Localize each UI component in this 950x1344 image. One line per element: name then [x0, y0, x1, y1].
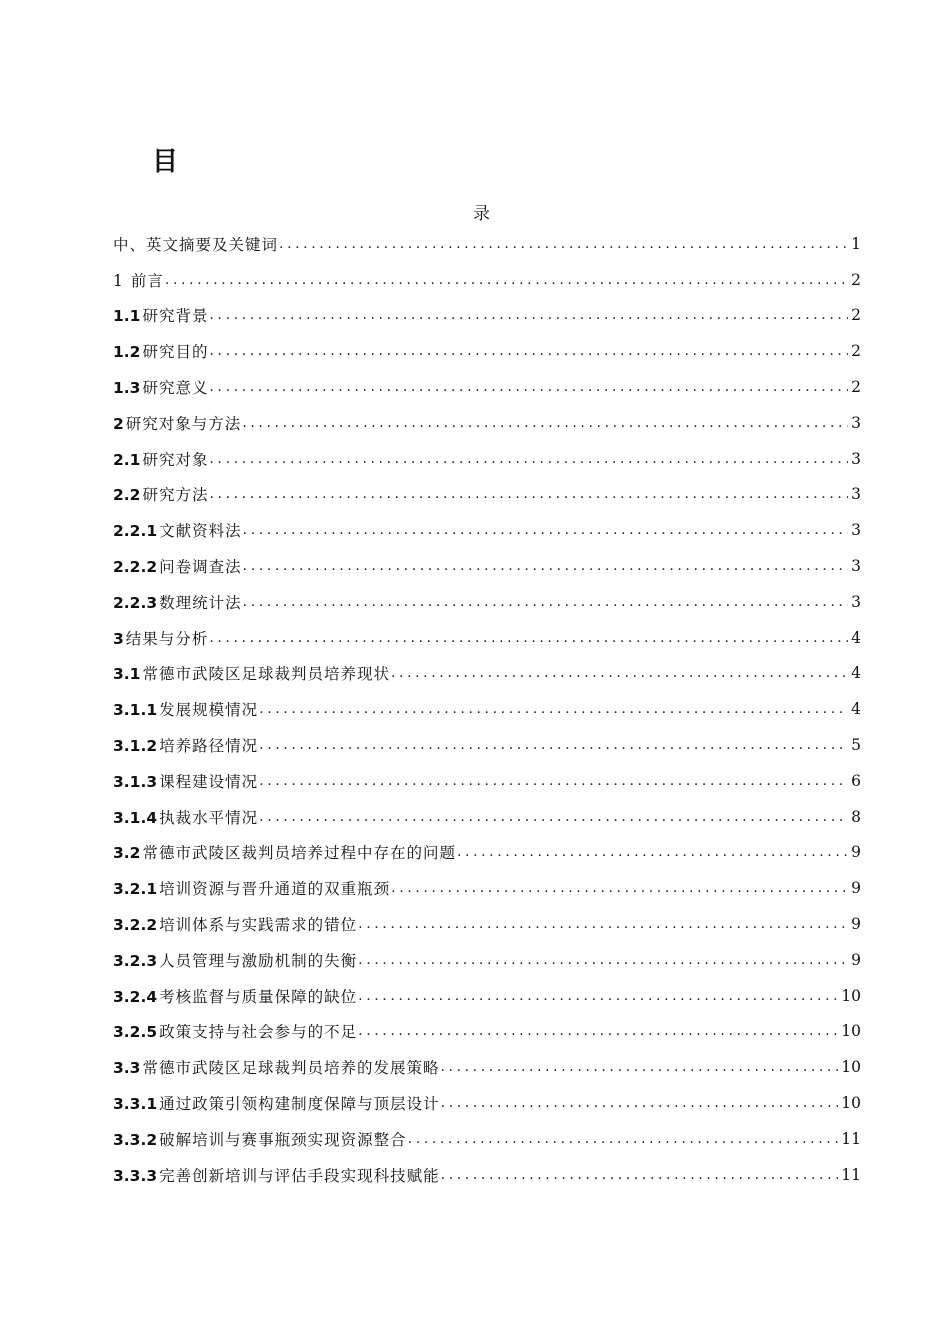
toc-dot-leader [391, 665, 848, 681]
toc-entry-heading [113, 1092, 440, 1114]
toc-section-title: 培训资源与晋升通道的双重瓶颈 [159, 880, 391, 899]
toc-section-number: 3.1.3 [113, 772, 158, 791]
toc-section-title: 常德市武陵区足球裁判员培养现状 [142, 665, 390, 684]
toc-entry[interactable] [113, 1014, 861, 1050]
toc-section-title: 考核监督与质量保障的缺位 [159, 987, 358, 1006]
toc-entry-heading [113, 949, 357, 971]
toc-dot-leader [358, 988, 838, 1004]
toc-entry[interactable] [113, 548, 861, 584]
toc-entry-heading [113, 698, 258, 720]
toc-section-number: 1 [113, 271, 123, 290]
toc-page-number: 9 [851, 879, 861, 898]
toc-entry-heading [113, 1020, 357, 1042]
toc-section-title: 研究对象与方法 [125, 414, 242, 433]
toc-dot-leader [441, 1167, 839, 1183]
toc-entry-heading [113, 734, 258, 756]
toc-dot-leader [243, 594, 848, 610]
toc-dot-leader [358, 952, 848, 968]
toc-page-number: 2 [851, 270, 861, 289]
toc-dot-leader [209, 630, 848, 646]
toc-section-title: 研究背景 [142, 307, 209, 326]
toc-dot-leader [259, 809, 848, 825]
toc-entry[interactable] [113, 906, 861, 942]
toc-section-number: 3.2 [113, 844, 141, 863]
toc-section-title: 通过政策引领构建制度保障与顶层设计 [159, 1095, 440, 1114]
toc-entry-heading [113, 662, 390, 684]
toc-entry[interactable] [113, 763, 861, 799]
toc-section-number: 2.2.2 [113, 558, 158, 577]
toc-entry[interactable] [113, 226, 861, 262]
toc-dot-leader [259, 701, 848, 717]
toc-section-number: 2.2.1 [113, 522, 158, 541]
toc-entry-heading [113, 519, 242, 541]
toc-entry-heading [113, 1056, 439, 1078]
toc-section-number: 3.3.1 [113, 1095, 158, 1114]
toc-dot-leader [441, 1095, 839, 1111]
toc-entry[interactable] [113, 369, 861, 405]
toc-dot-leader [165, 272, 848, 288]
toc-section-number: 3.3.3 [113, 1166, 158, 1185]
toc-entry[interactable] [113, 441, 861, 477]
toc-section-title: 常德市武陵区足球裁判员培养的发展策略 [142, 1059, 440, 1078]
toc-entry-heading [113, 770, 258, 792]
toc-page-number: 6 [851, 771, 861, 790]
toc-section-title: 前言 [130, 271, 164, 290]
toc-entry-heading [113, 269, 164, 291]
toc-section-number: 3.2.3 [113, 951, 158, 970]
toc-title-first-char: 目 [152, 147, 179, 177]
toc-entry-heading [113, 1164, 440, 1186]
toc-entry[interactable] [113, 620, 861, 656]
toc-entry-heading [113, 233, 278, 255]
toc-section-number: 3.2.4 [113, 987, 158, 1006]
toc-page-number: 9 [851, 950, 861, 969]
toc-entry-heading [113, 340, 208, 362]
toc-entry-heading [113, 806, 258, 828]
toc-section-number: 3.1.4 [113, 808, 158, 827]
toc-section-title: 研究目的 [142, 343, 209, 362]
toc-section-number: 2.2 [113, 486, 141, 505]
toc-section-title: 课程建设情况 [159, 772, 259, 791]
toc-entry-heading [113, 877, 390, 899]
toc-entry-heading [113, 412, 241, 434]
toc-dot-leader [457, 844, 848, 860]
toc-dot-leader [358, 916, 848, 932]
toc-entry[interactable] [113, 333, 861, 369]
toc-entry-heading [113, 448, 208, 470]
toc-dot-leader [209, 379, 848, 395]
toc-entry[interactable] [113, 1049, 861, 1085]
toc-page-number: 2 [851, 342, 861, 361]
toc-entry-heading [113, 376, 208, 398]
toc-section-title: 研究方法 [142, 486, 209, 505]
toc-page-number: 9 [851, 843, 861, 862]
toc-dot-leader [243, 558, 848, 574]
toc-section-number: 2 [113, 414, 124, 433]
toc-section-number: 1.1 [113, 307, 141, 326]
toc-dot-leader [242, 415, 848, 431]
toc-dot-leader [408, 1131, 839, 1147]
toc-section-title: 培训体系与实践需求的错位 [159, 916, 358, 935]
toc-section-number: 3.1 [113, 665, 141, 684]
toc-entry-heading [113, 913, 357, 935]
toc-section-number: 3.2.1 [113, 880, 158, 899]
toc-dot-leader [358, 1023, 838, 1039]
toc-section-title: 发展规模情况 [159, 701, 259, 720]
toc-entry[interactable] [113, 584, 861, 620]
toc-dot-leader [279, 236, 848, 252]
toc-section-number: 1.3 [113, 379, 141, 398]
toc-page-number: 3 [851, 557, 861, 576]
toc-section-number: 3.2.5 [113, 1023, 158, 1042]
toc-entry[interactable] [113, 512, 861, 548]
toc-entry[interactable] [113, 942, 861, 978]
toc-dot-leader [209, 343, 848, 359]
toc-section-number: 3.3 [113, 1059, 141, 1078]
toc-section-number: 3.2.2 [113, 916, 158, 935]
toc-page-number: 5 [851, 736, 861, 755]
toc-section-title: 人员管理与激励机制的失衡 [159, 951, 358, 970]
toc-dot-leader [391, 880, 848, 896]
toc-entry-heading [113, 627, 208, 649]
toc-section-title: 数理统计法 [159, 593, 242, 612]
toc-entry-heading [113, 985, 357, 1007]
toc-section-number: 3 [113, 629, 124, 648]
toc-section-title: 文献资料法 [159, 522, 242, 541]
toc-dot-leader [209, 307, 848, 323]
toc-section-number: 3.3.2 [113, 1130, 158, 1149]
toc-section-title: 结果与分析 [125, 629, 209, 648]
toc-section-number: 3.1.1 [113, 701, 158, 720]
toc-section-title: 常德市武陵区裁判员培养过程中存在的问题 [142, 844, 456, 863]
toc-dot-leader [209, 486, 848, 502]
toc-section-title: 执裁水平情况 [159, 808, 259, 827]
toc-entry[interactable] [113, 870, 861, 906]
toc-section-number: 3.1.2 [113, 737, 158, 756]
toc-entry[interactable] [113, 656, 861, 692]
toc-page-number: 10 [841, 1094, 861, 1113]
toc-section-title: 问卷调查法 [159, 558, 242, 577]
toc-dot-leader [243, 522, 848, 538]
toc-dot-leader [440, 1059, 838, 1075]
toc-entry-heading [113, 1128, 407, 1150]
toc-dot-leader [259, 737, 848, 753]
toc-section-title: 破解培训与赛事瓶颈实现资源整合 [159, 1130, 407, 1149]
toc-dot-leader [209, 451, 848, 467]
toc-entry-heading [113, 841, 456, 863]
toc-entry[interactable] [113, 691, 861, 727]
toc-entry[interactable] [113, 1157, 861, 1193]
toc-page-number: 11 [841, 1129, 861, 1148]
toc-section-title: 研究对象 [142, 450, 209, 469]
toc-section-title: 中、英文摘要及关键词 [113, 235, 279, 254]
toc-entry[interactable] [113, 477, 861, 513]
toc-section-number: 1.2 [113, 343, 141, 362]
toc-entry-heading [113, 555, 242, 577]
toc-entry[interactable] [113, 727, 861, 763]
toc-page-number: 2 [851, 378, 861, 397]
toc-dot-leader [259, 773, 848, 789]
toc-entry-heading [113, 591, 242, 613]
toc-section-title: 培养路径情况 [159, 737, 259, 756]
toc-entry[interactable] [113, 978, 861, 1014]
toc-page-number: 4 [851, 628, 861, 647]
toc-page-number: 3 [851, 485, 861, 504]
toc-page-number: 4 [851, 664, 861, 683]
toc-section-number: 2.2.3 [113, 593, 158, 612]
toc-page-number: 4 [851, 700, 861, 719]
toc-entry[interactable] [113, 405, 861, 441]
toc-page-number: 1 [851, 234, 861, 253]
toc-entry[interactable] [113, 1121, 861, 1157]
toc-section-number: 2.1 [113, 450, 141, 469]
toc-entry[interactable] [113, 298, 861, 334]
toc-entry[interactable] [113, 799, 861, 835]
toc-entry-heading [113, 483, 208, 505]
toc-page-number: 3 [851, 592, 861, 611]
table-of-contents [113, 226, 861, 1193]
toc-page-number: 2 [851, 306, 861, 325]
toc-title-second-char: 录 [473, 204, 490, 224]
toc-section-title: 研究意义 [142, 379, 209, 398]
toc-page-number: 10 [841, 1058, 861, 1077]
toc-entry[interactable] [113, 835, 861, 871]
toc-page-number: 3 [851, 449, 861, 468]
toc-page-number: 8 [851, 807, 861, 826]
toc-entry-heading [113, 304, 208, 326]
toc-page-number: 11 [841, 1165, 861, 1184]
toc-page-number: 9 [851, 915, 861, 934]
toc-entry[interactable] [113, 262, 861, 298]
toc-section-title: 政策支持与社会参与的不足 [159, 1023, 358, 1042]
toc-page-number: 3 [851, 413, 861, 432]
toc-page-number: 10 [841, 986, 861, 1005]
toc-page-number: 3 [851, 521, 861, 540]
toc-entry[interactable] [113, 1085, 861, 1121]
toc-section-title: 完善创新培训与评估手段实现科技赋能 [159, 1166, 440, 1185]
toc-page-number: 10 [841, 1022, 861, 1041]
